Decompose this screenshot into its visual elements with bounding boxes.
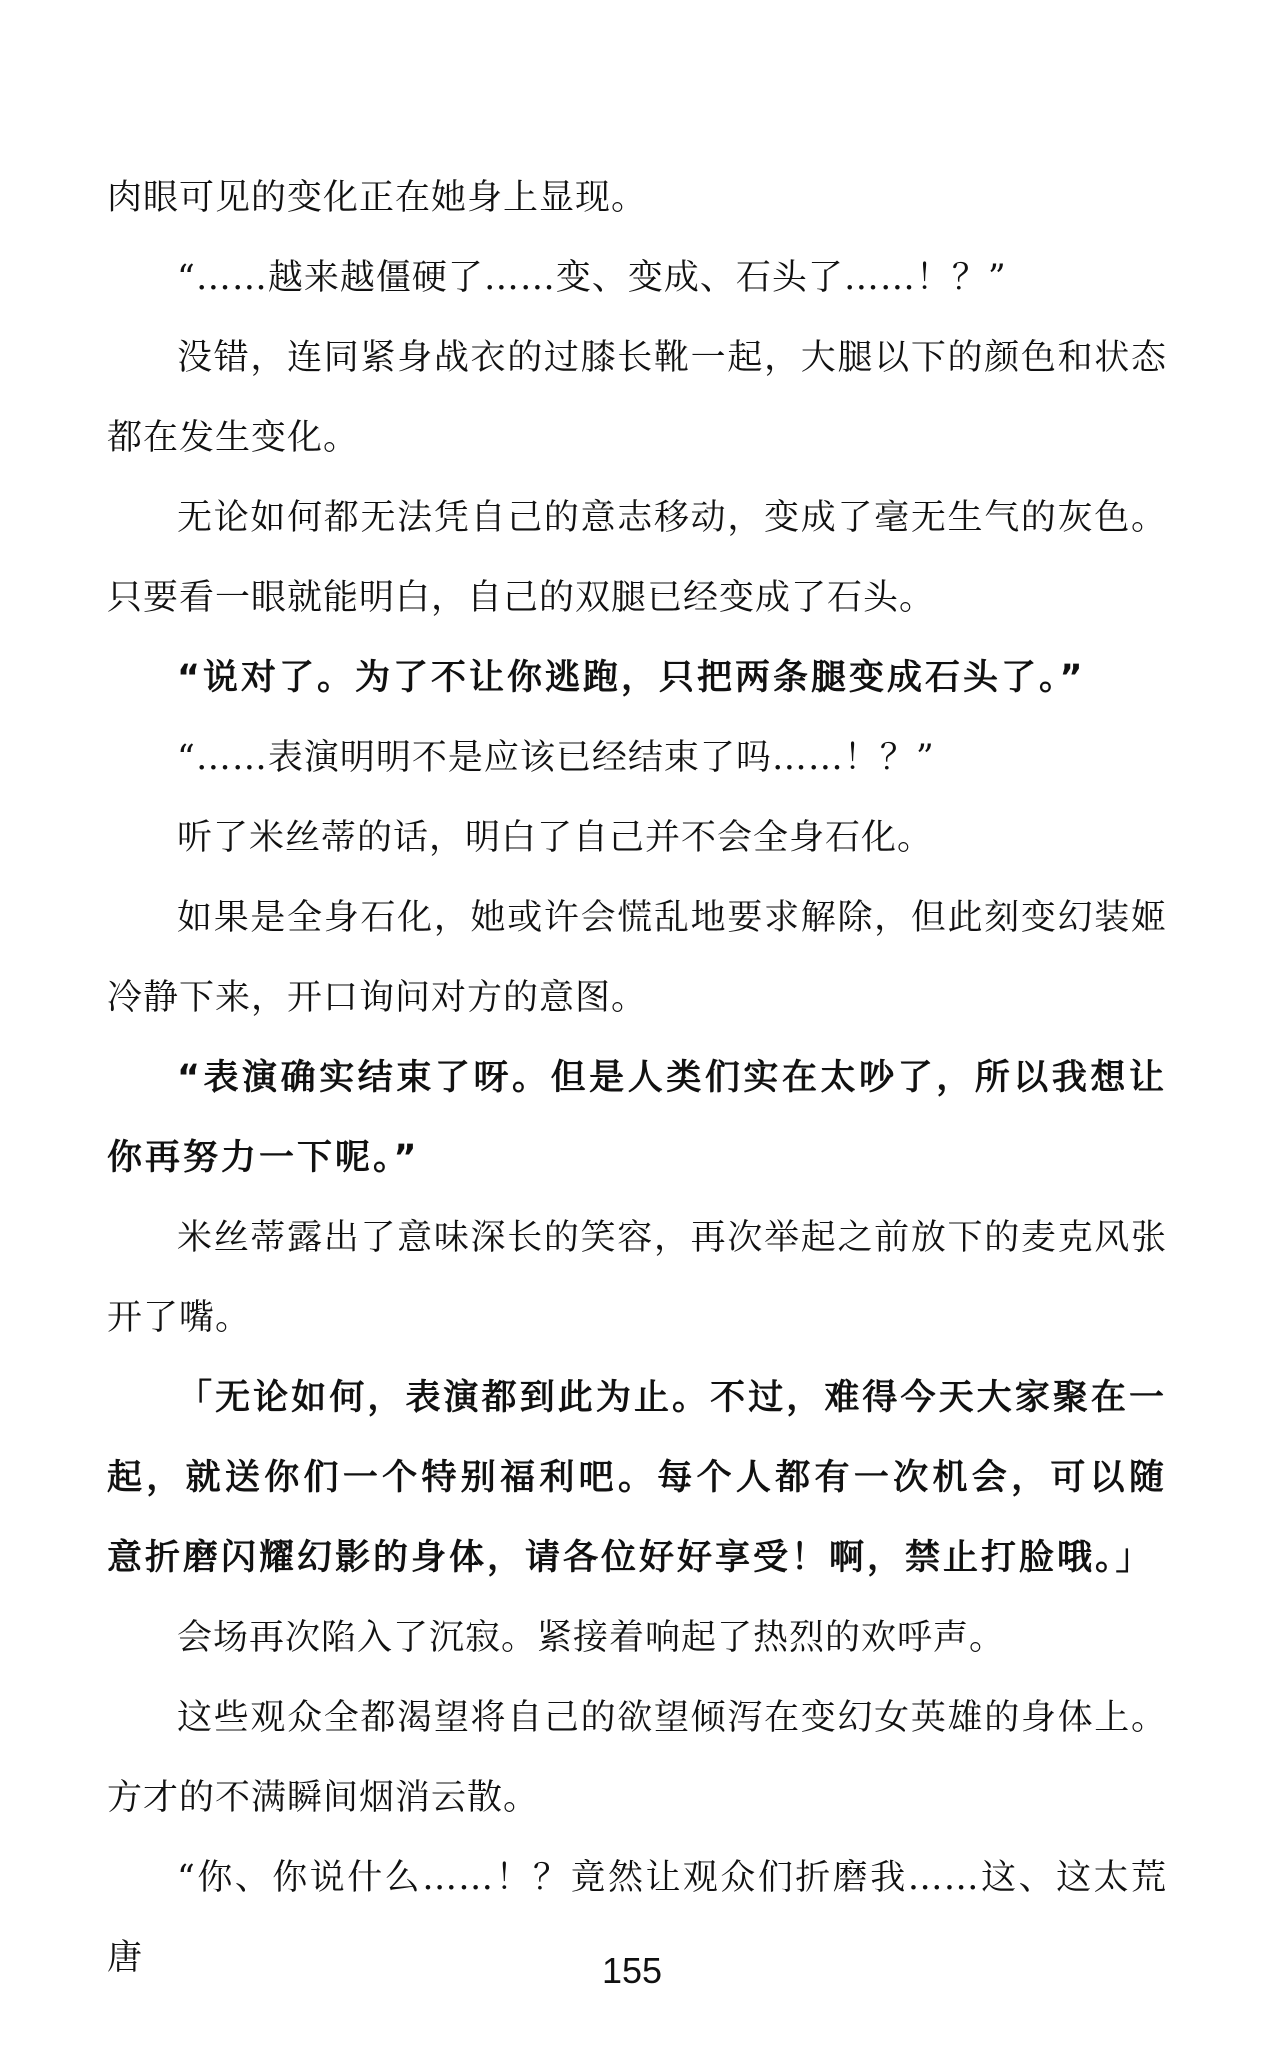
paragraph: 听了米丝蒂的话，明白了自己并不会全身石化。 [177, 818, 934, 858]
page-number: 155 [601, 1950, 663, 1991]
paragraph: 这些观众全都渴望将自己的欲望倾泻在变幻女英雄的身体上。方才的不满瞬间烟消云散。 [107, 1698, 1167, 1818]
paragraph: “……越来越僵硬了……变、变成、石头了……！？” [177, 258, 1007, 298]
paragraph: 无论如何都无法凭自己的意志移动，变成了毫无生气的灰色。只要看一眼就能明白，自己的双腿已经变成了石头。 [107, 498, 1167, 618]
emphasized-paragraph: “表演确实结束了呀。但是人类们实在太吵了，所以我想让你再努力一下呢。” [107, 1058, 1167, 1178]
paragraph: 肉眼可见的变化正在她身上显现。 [107, 178, 648, 218]
paragraph: 如果是全身石化，她或许会慌乱地要求解除，但此刻变幻装姬冷静下来，开口询问对方的意图。 [107, 898, 1167, 1018]
paragraph: “你、你说什么……！？竟然让观众们折磨我……这、这太荒唐 [107, 1858, 1167, 1978]
paragraph: 会场再次陷入了沉寂。紧接着响起了热烈的欢呼声。 [177, 1618, 1006, 1658]
paragraph: “……表演明明不是应该已经结束了吗……！？” [177, 738, 935, 778]
paragraph: 没错，连同紧身战衣的过膝长靴一起，大腿以下的颜色和状态都在发生变化。 [107, 338, 1167, 458]
body-text [107, 158, 1167, 1998]
emphasized-paragraph: “说对了。为了不让你逃跑，只把两条腿变成石头了。” [177, 658, 1086, 698]
emphasized-paragraph: 「无论如何，表演都到此为止。不过，难得今天大家聚在一起，就送你们一个特别福利吧。每个人都有一次机会，可以随意折磨闪耀幻影的身体，请各位好好享受！啊，禁止打脸哦。」 [107, 1378, 1167, 1578]
paragraph: 米丝蒂露出了意味深长的笑容，再次举起之前放下的麦克风张开了嘴。 [107, 1218, 1167, 1338]
